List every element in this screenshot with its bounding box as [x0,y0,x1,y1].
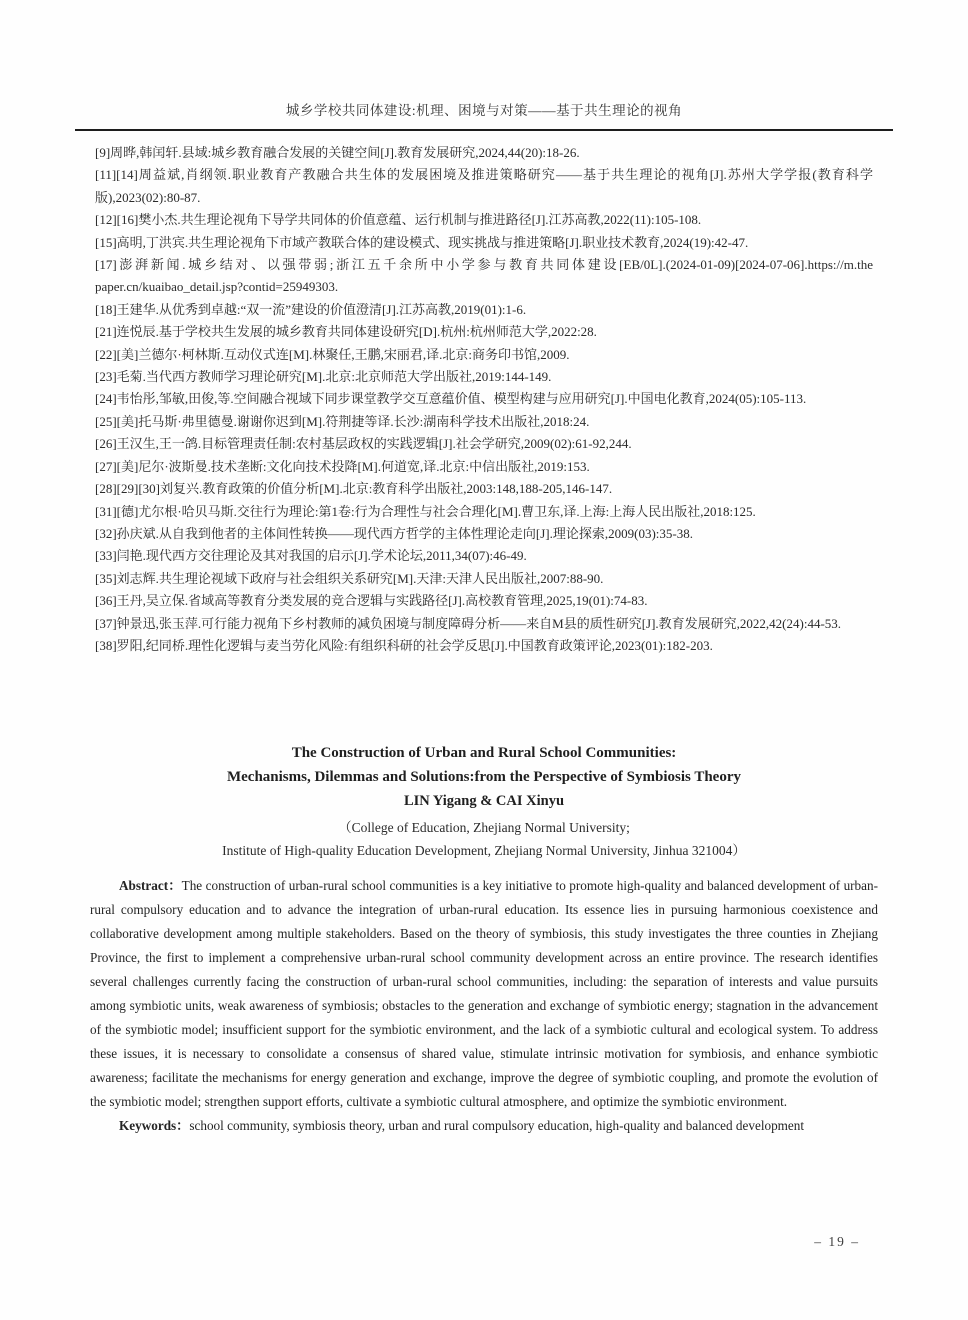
abstract-text: The construction of urban-rural school communities is a key initiative to promote high-quality and balanced development of urban-rural compulsory education and to advance the integration of urban-rural education. Its essence lies in pursuing harmonious coexistence and collaborative development among multiple stakeholders. Based on the theory of symbiosis, this study investigates the three counties in Zhejiang Province, the first to implement a comprehensive urban-rural school community development across an entire province. The research identifies several challenges currently facing the construction of urban-rural school communities, including: the separation of interests and value pursuits among symbiotic units, weak awareness of symbiosis; obstacles to the generation and exchange of symbiotic energy; stagnation in the advancement of the symbiotic model; insufficient support for the symbiotic environment, and the lack of a symbiotic cultural and ecological system. To address these issues, it is necessary to consolidate a consensus of shared value, stimulate intrinsic motivation for symbiosis, and enhance symbiotic awareness; facilitate the mechanisms for energy generation and exchange, improve the degree of symbiotic coupling, and promote the evolution of the symbiotic model; strengthen support efforts, cultivate a symbiotic cultural atmosphere, and optimize the symbiotic environment. [90,878,878,1110]
page-number: – 19 – [814,1234,860,1249]
reference-entry: [33]闫艳.现代西方交往理论及其对我国的启示[J].学术论坛,2011,34(07):46-49. [95,548,527,564]
affiliation-line2: Institute of High-quality Education Development, Zhejiang Normal University, Jinhua 321004） [222,843,746,859]
reference-entry: [35]刘志辉.共生理论视域下政府与社会组织关系研究[M].天津:天津人民出版社,2007:88-90. [95,570,604,586]
reference-entry: [22][美]兰德尔·柯林斯.互动仪式连[M].林聚任,王鹏,宋丽君,译.北京:商务印书馆,2009. [95,346,570,362]
english-title-line1: The Construction of Urban and Rural School Communities: [291,745,677,762]
reference-entry: [11][14]周益斌,肖纲领.职业教育产教融合共生体的发展困境及推进策略研究——基于共生理论的视角[J].苏州大学学报(教育科学版),2023(02):80-87. [95,167,873,205]
reference-entry: [38]罗阳,纪同桥.理性化逻辑与麦当劳化风险:有组织科研的社会学反思[J].中国教育政策评论,2023(01):182-203. [95,637,713,653]
references-list [95,142,873,657]
abstract-paragraph [90,874,878,1114]
reference-entry: [12][16]樊小杰.共生理论视角下导学共同体的价值意蕴、运行机制与推进路径[J].江苏高教,2022(11):105-108. [95,212,702,228]
running-head-title: 城乡学校共同体建设:机理、困境与对策——基于共生理论的视角 [285,103,683,118]
keywords-label: Keywords： [119,1118,190,1134]
affiliation-line1: （College of Education, Zhejiang Normal University; [338,820,630,836]
reference-entry: [37]钟景迅,张玉萍.可行能力视角下乡村教师的减负困境与制度障碍分析——来自M县的质性研究[J].教育发展研究,2022,42(24):44-53. [95,615,842,631]
english-title-block [0,741,968,862]
authors-line: LIN Yigang & CAI Xinyu [403,793,565,810]
english-title-line2: Mechanisms, Dilemmas and Solutions:from the Perspective of Symbiosis Theory [226,769,741,786]
reference-entry: [28][29][30]刘复兴.教育政策的价值分析[M].北京:教育科学出版社,2003:148,188-205,146-147. [95,481,613,497]
reference-entry: [24]韦怡彤,邹敏,田俊,等.空间融合视域下同步课堂教学交互意蕴价值、模型构建与应用研究[J].中国电化教育,2024(05):105-113. [95,391,807,407]
reference-entry: [32]孙庆斌.从自我到他者的主体间性转换——现代西方哲学的主体性理论走向[J].理论探索,2009(03):35-38. [95,525,693,541]
reference-entry: [15]高明,丁洪宾.共生理论视角下市域产教联合体的建设模式、现实挑战与推进策略[J].职业技术教育,2024(19):42-47. [95,234,749,250]
reference-entry: [23]毛菊.当代西方教师学习理论研究[M].北京:北京师范大学出版社,2019:144-149. [95,369,552,385]
keywords-text: school community, symbiosis theory, urban and rural compulsory education, high-quality and balanced development [189,1118,805,1134]
reference-entry: [9]周晔,韩闰轩.县域:城乡教育融合发展的关键空间[J].教育发展研究,2024,44(20):18-26. [95,145,580,160]
reference-entry: [27][美]尼尔·波斯曼.技术垄断:文化向技术投降[M].何道宽,译.北京:中信出版社,2019:153. [95,458,590,474]
reference-entry: [18]王建华.从优秀到卓越:“双一流”建设的价值澄清[J].江苏高教,2019(01):1-6. [95,301,527,317]
reference-entry: [26]王汉生,王一鸽.目标管理责任制:农村基层政权的实践逻辑[J].社会学研究,2009(02):61-92,244. [95,436,632,452]
reference-entry: [31][德]尤尔根·哈贝马斯.交往行为理论:第1卷:行为合理性与社会合理化[M].曹卫东,译.上海:上海人民出版社,2018:125. [95,503,756,519]
reference-entry: [21]连悦辰.基于学校共生发展的城乡教育共同体建设研究[D].杭州:杭州师范大学,2022:28. [95,324,597,340]
abstract-label: Abstract： [119,878,182,894]
reference-entry: [17]澎湃新闻.城乡结对、以强带弱;浙江五千余所中小学参与教育共同体建设[EB/0L].(2024-01-09)[2024-07-06].https://m.the paper.cn/kuaibao_detail.jsp?contid=25949303. [95,257,873,295]
reference-entry: [36]王丹,吴立保.省域高等教育分类发展的竞合逻辑与实践路径[J].高校教育管理,2025,19(01):74-83. [95,593,648,609]
reference-entry: [25][美]托马斯·弗里德曼.谢谢你迟到[M].符荆捷等译.长沙:湖南科学技术出版社,2018:24. [95,413,590,429]
keywords-line [90,1114,878,1138]
header-rule [75,129,893,131]
